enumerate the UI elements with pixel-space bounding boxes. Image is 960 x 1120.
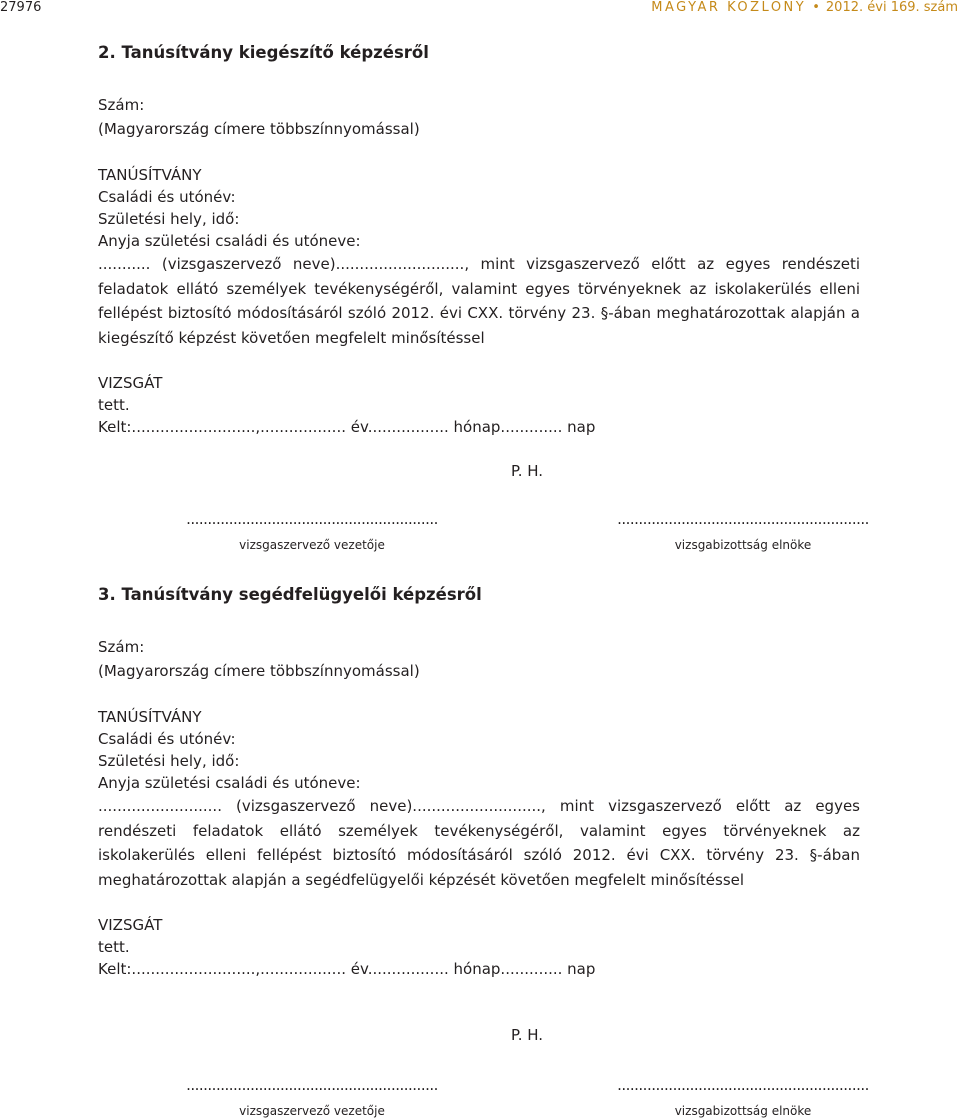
journal-name: MAGYAR KÖZLÖNY bbox=[651, 0, 807, 15]
passed-label: tett. bbox=[98, 396, 130, 414]
signature-role: vizsgaszervező vezetője bbox=[239, 1104, 385, 1118]
signature-role: vizsgabizottság elnöke bbox=[674, 538, 812, 552]
journal-info bbox=[651, 0, 958, 15]
date-line: Kelt:..........................,.................. év................. hónap............. nap bbox=[98, 960, 596, 978]
mother-name-field-label: Anyja születési családi és utóneve: bbox=[98, 232, 361, 250]
section-title: 3. Tanúsítvány segédfelügyelői képzésről bbox=[98, 585, 482, 604]
birth-field-label: Születési hely, idő: bbox=[98, 752, 240, 770]
name-field-label: Családi és utónév: bbox=[98, 188, 236, 206]
signature-line: ........................................................... bbox=[186, 510, 438, 528]
seal-placeholder: P. H. bbox=[511, 462, 544, 480]
certificate-heading: TANÚSÍTVÁNY bbox=[98, 708, 202, 726]
seal-placeholder: P. H. bbox=[511, 1026, 544, 1044]
passed-label: tett. bbox=[98, 938, 130, 956]
signature-line: ........................................................... bbox=[617, 1076, 869, 1094]
number-label: Szám: bbox=[98, 638, 145, 656]
coat-of-arms-note: (Magyarország címere többszínnyomással) bbox=[98, 120, 420, 138]
signature-role: vizsgaszervező vezetője bbox=[239, 538, 385, 552]
signature-right bbox=[593, 1078, 893, 1118]
date-line: Kelt:..........................,.................. év................. hónap............. nap bbox=[98, 418, 596, 436]
signature-role: vizsgabizottság elnöke bbox=[674, 1104, 812, 1118]
issue-label: 2012. évi 169. szám bbox=[825, 0, 958, 15]
number-label: Szám: bbox=[98, 96, 145, 114]
signature-line: ........................................................... bbox=[186, 1076, 438, 1094]
signature-line: ........................................................... bbox=[617, 510, 869, 528]
certificate-body-text: ........... (vizsgaszervező neve)..........................., mint vizsgaszervező előtt az egyes rendészeti feladatok ellátó személyek tevékenységéről, valamint egyes törvényeknek az iskolakerülés elleni fellépést biztosító módosításáról szóló 2012. évi CXX. törvény 23. §-ában meghatározottak alapján a kiegészítő képzést követően megfelelt minősítéssel bbox=[98, 255, 860, 347]
birth-field-label: Születési hely, idő: bbox=[98, 210, 240, 228]
certificate-section-3 bbox=[98, 584, 858, 980]
bullet-separator: • bbox=[812, 0, 820, 15]
certificate-body-text: .......................... (vizsgaszervező neve)..........................., mint vizsgaszervező előtt az egyes rendészeti feladatok ellátó személyek tevékenységéről, valamint egyes törvényeknek az iskolakerülés elleni fellépést biztosító módosításáról szóló 2012. évi CXX. törvény 23. §-ában meghatározottak alapján a segédfelügyelői képzését követően megfelelt minősítéssel bbox=[98, 797, 860, 889]
certificate-section-2 bbox=[98, 42, 858, 438]
certificate-heading: TANÚSÍTVÁNY bbox=[98, 166, 202, 184]
mother-name-field-label: Anyja születési családi és utóneve: bbox=[98, 774, 361, 792]
section-title: 2. Tanúsítvány kiegészítő képzésről bbox=[98, 43, 429, 62]
signature-left bbox=[162, 1078, 462, 1118]
signature-left bbox=[162, 512, 462, 552]
signature-right bbox=[593, 512, 893, 552]
page-number: 27976 bbox=[0, 0, 42, 15]
page-header bbox=[0, 0, 960, 14]
exam-label: VIZSGÁT bbox=[98, 916, 163, 934]
coat-of-arms-note: (Magyarország címere többszínnyomással) bbox=[98, 662, 420, 680]
name-field-label: Családi és utónév: bbox=[98, 730, 236, 748]
exam-label: VIZSGÁT bbox=[98, 374, 163, 392]
